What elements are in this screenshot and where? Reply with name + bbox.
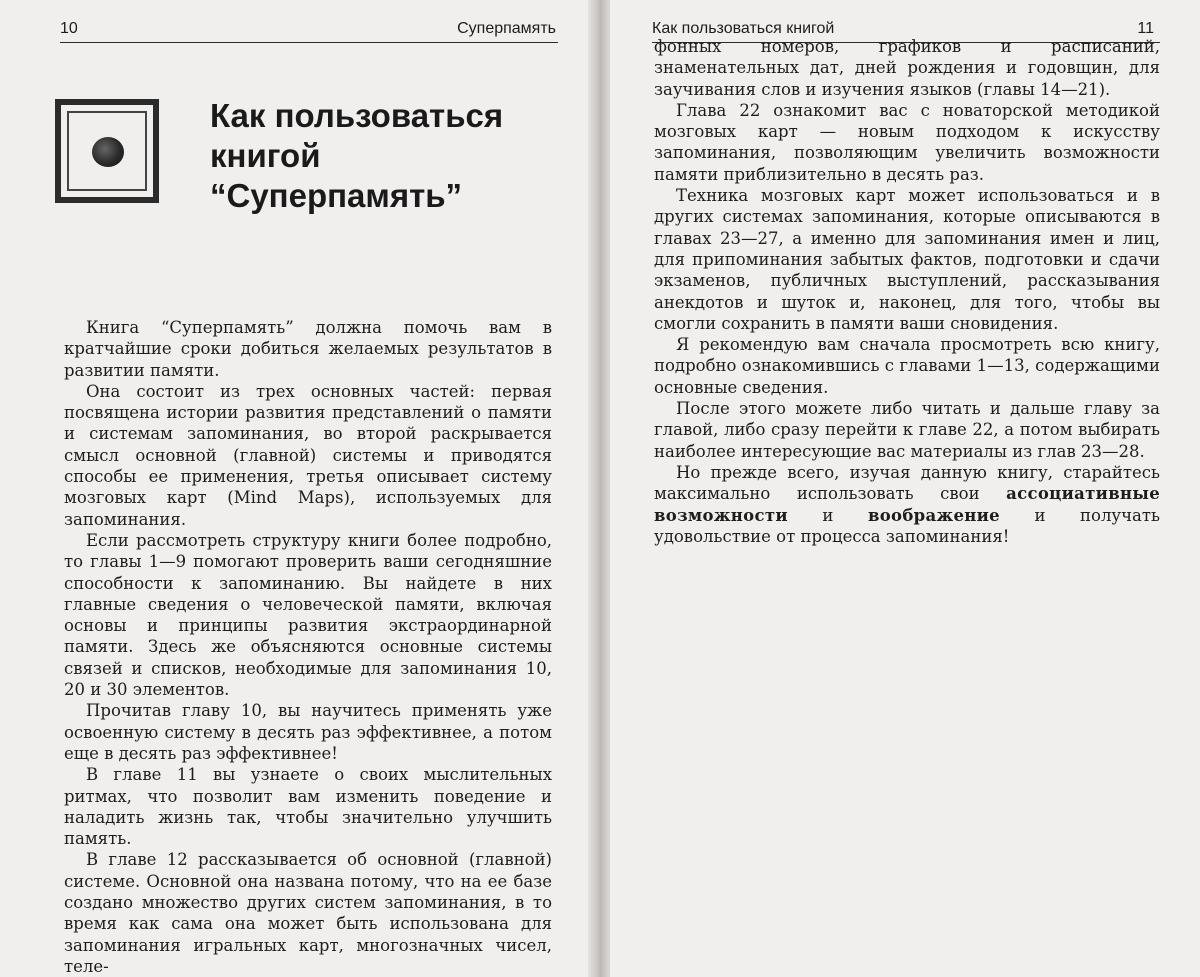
paragraph: Глава 22 ознакомит вас с новаторской методикой мозговых карт — новым подходом к искусству запоминания, позволяющим увеличить возможности памяти приблизительно в десять раз. (654, 100, 1160, 184)
text-run: Но прежде всего, изучая данную книгу, старайтесь максимально использовать свои (654, 462, 1160, 504)
paragraph: Книга “Суперпамять” должна помочь вам в кратчайшие сроки добиться желаемых результатов в развитии памяти. (64, 318, 552, 380)
emblem-frame (67, 111, 147, 191)
paragraph: Прочитав главу 10, вы научитесь применять уже освоенную систему в десять раз эффективнее, а потом еще в десять раз эффективнее! (64, 701, 552, 763)
chapter-title-line: “Суперпамять” (210, 177, 463, 214)
emphasis-imagination: воображение (867, 505, 1000, 525)
page-number: 11 (1137, 20, 1154, 37)
emblem-dot (92, 137, 124, 167)
running-title: Суперпамять (457, 20, 556, 37)
text-run: и (787, 505, 868, 525)
chapter-title-line: Как пользоваться (210, 97, 504, 134)
paragraph: Я рекомендую вам сначала просмотреть всю книгу, подробно ознакомившись с главами 1—13, содержащими основные сведения. (654, 335, 1160, 397)
left-page (0, 0, 592, 977)
chapter-title-line: книгой (210, 137, 321, 174)
right-page (606, 0, 1200, 977)
page-number: 10 (60, 20, 78, 37)
paragraph: В главе 12 рассказывается об основной (главной) системе. Основной она названа потому, что на ее базе создано множество других систем запоминания, в то время как сама она может быть использована для запоминания игральных карт, многозначных чисел, теле- (64, 850, 552, 976)
paragraph: Техника мозговых карт может использоваться и в других системах запоминания, которые описываются в главах 23—27, а именно для запоминания имен и лиц, для припоминания забытых фактов, подготовки и сдачи экзаменов, публичных выступлений, рассказывания анекдотов и шуток и, наконец, для того, чтобы вы смогли сохранить в памяти ваши сновидения. (654, 186, 1160, 333)
paragraph: Она состоит из трех основных частей: первая посвящена истории развития представлений о памяти и системам запоминания, во второй раскрывается смысл основной (главной) системы и приводятся способы ее применения, третья описывает систему мозговых карт (Mind Maps), используемых для запоминания. (64, 381, 552, 529)
chapter-title (210, 96, 570, 216)
chapter-emblem-icon (55, 99, 159, 203)
emphasis-associative: ассоциативные возможности (654, 484, 1160, 525)
book-gutter (588, 0, 610, 977)
paragraph: Если рассмотреть структуру книги более подробно, то главы 1—9 помогают проверить ваши сегодняшние способности к запоминанию. Вы найдете в них главные сведения о человеческой памяти, включая основы и принципы развития экстраординарной памяти. Здесь же объясняются основные системы связей и списков, необходимые для запоминания 10, 20 и 30 элементов. (64, 530, 552, 700)
right-body-text (654, 36, 1160, 547)
paragraph: В главе 11 вы узнаете о своих мыслительных ритмах, что позволит вам изменить поведение и наладить жизнь так, чтобы значительно улучшить память. (64, 765, 552, 849)
text-run: и получать удовольствие от процесса запоминания! (654, 505, 1160, 546)
paragraph: После этого можете либо читать и дальше главу за главой, либо сразу перейти к главе 22, а потом выбирать наиболее интересующие вас материалы из глав 23—28. (654, 399, 1160, 461)
running-title: Как пользоваться книгой (652, 20, 835, 37)
paragraph-continued: фонных номеров, графиков и расписаний, знаменательных дат, дней рождения и годовщин, для заучивания слов и изучения языков (главы 14—21). (654, 37, 1160, 99)
left-running-head (60, 18, 558, 43)
left-body-text (64, 317, 552, 977)
final-paragraph (654, 462, 1160, 547)
